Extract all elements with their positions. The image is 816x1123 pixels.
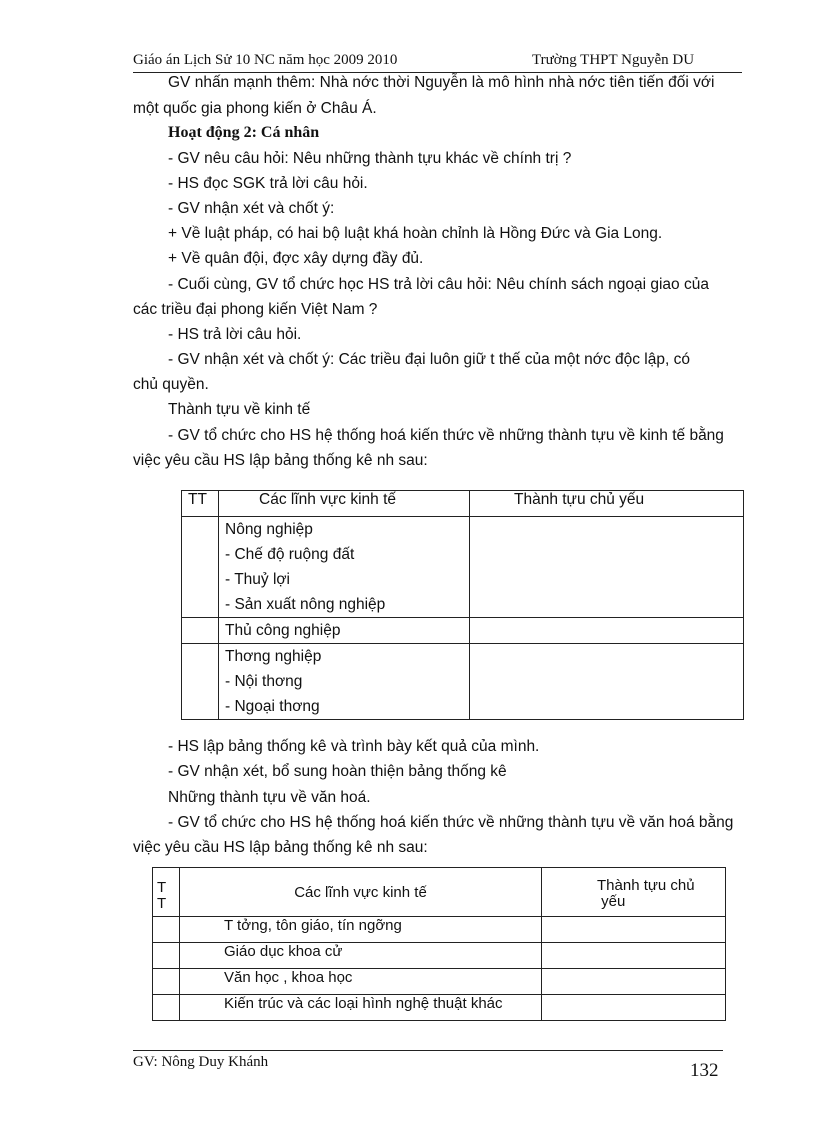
- section-heading: Hoạt động 2: Cá nhân: [168, 124, 320, 141]
- text-line: Những thành tựu về văn hoá.: [168, 789, 371, 806]
- text-line: việc yêu cầu HS lập bảng thống kê nh sau:: [133, 839, 428, 856]
- field-label: Nông nghiệp: [225, 521, 313, 538]
- field-sub-item: - Nội thơng: [225, 673, 303, 690]
- table-cell-field: [219, 644, 470, 720]
- page-number: 132: [690, 1060, 719, 1081]
- text-line: GV nhấn mạnh thêm: Nhà nớc thời Nguyễn là mô hình nhà nớc tiên tiến đối với: [168, 74, 715, 91]
- text-line: - HS trả lời câu hỏi.: [168, 326, 302, 343]
- field-sub-item: - Chế độ ruộng đất: [225, 546, 355, 563]
- table-cell-field: Văn học , khoa học: [180, 969, 542, 995]
- field-sub-item: - Ngoại thơng: [225, 698, 320, 715]
- text-line: - GV tổ chức cho HS hệ thống hoá kiến thức về những thành tựu về văn hoá bằng: [168, 814, 734, 831]
- table-cell-tt: [153, 917, 180, 943]
- text-line: - GV tổ chức cho HS hệ thống hoá kiến thức về những thành tựu về kinh tế bằng: [168, 427, 724, 444]
- table-cell-achievement: [542, 969, 726, 995]
- header-rule: [133, 72, 742, 73]
- table-header-cell: Các lĩnh vực kinh tế: [180, 868, 542, 917]
- table-row: [153, 917, 726, 943]
- table-cell-achievement: [470, 644, 744, 720]
- text-line: - GV nhận xét và chốt ý: Các triều đại luôn giữ t thế của một nớc độc lập, có: [168, 351, 690, 368]
- field-sub-item: - Sản xuất nông nghiệp: [225, 596, 386, 613]
- header-left: Giáo án Lịch Sử 10 NC năm học 2009 2010: [133, 52, 398, 68]
- table-cell-tt: [182, 644, 219, 720]
- table-cell-achievement: [470, 618, 744, 644]
- table-cell-tt: [153, 995, 180, 1021]
- table-cell-tt: [182, 517, 219, 618]
- text-line: - HS đọc SGK trả lời câu hỏi.: [168, 175, 368, 192]
- table-cell-field: [219, 618, 470, 644]
- table-header-cell: Thành tựu chủ yếu: [470, 491, 744, 517]
- text-line: một quốc gia phong kiến ở Châu Á.: [133, 100, 377, 117]
- table-cell-achievement: [542, 995, 726, 1021]
- economy-table: [181, 490, 744, 720]
- table-cell-field: [219, 517, 470, 618]
- table-row: [153, 969, 726, 995]
- table-row: [153, 943, 726, 969]
- table-header-cell: TT: [182, 491, 219, 517]
- footer-rule: [133, 1050, 723, 1051]
- culture-table: [152, 867, 726, 1021]
- text-line: - HS lập bảng thống kê và trình bày kết quả của mình.: [168, 738, 540, 755]
- table-cell-tt: [153, 969, 180, 995]
- table-cell-field: Kiến trúc và các loại hình nghệ thuật khác: [180, 995, 542, 1021]
- text-line: - GV nêu câu hỏi: Nêu những thành tựu khác về chính trị ?: [168, 150, 572, 167]
- table-header-cell: Các lĩnh vực kinh tế: [219, 491, 470, 517]
- table-row: [153, 995, 726, 1021]
- text-line: - GV nhận xét và chốt ý:: [168, 200, 335, 217]
- table-cell-achievement: [470, 517, 744, 618]
- text-line: - GV nhận xét, bổ sung hoàn thiện bảng thống kê: [168, 763, 507, 780]
- table-cell-field: Giáo dục khoa cử: [180, 943, 542, 969]
- text-line: + Về luật pháp, có hai bộ luật khá hoàn chỉnh là Hồng Đức và Gia Long.: [168, 225, 663, 242]
- text-line: Thành tựu về kinh tế: [168, 401, 311, 418]
- field-sub-item: - Thuỷ lợi: [225, 571, 291, 588]
- text-line: - Cuối cùng, GV tổ chức học HS trả lời câu hỏi: Nêu chính sách ngoại giao của: [168, 276, 709, 293]
- table-cell-tt: [182, 618, 219, 644]
- field-label: Thủ công nghiệp: [225, 622, 341, 639]
- text-line: chủ quyền.: [133, 376, 209, 393]
- table-header-cell: T T: [153, 868, 180, 917]
- table-cell-tt: [153, 943, 180, 969]
- field-label: Thơng nghiệp: [225, 648, 322, 665]
- table-row: [182, 517, 744, 618]
- text-line: các triều đại phong kiến Việt Nam ?: [133, 301, 378, 318]
- header-right: Trường THPT Nguyễn DU: [532, 52, 695, 68]
- table-cell-achievement: [542, 943, 726, 969]
- table-row: [182, 644, 744, 720]
- table-row: [182, 618, 744, 644]
- text-line: việc yêu cầu HS lập bảng thống kê nh sau:: [133, 452, 428, 469]
- text-line: + Về quân đội, đợc xây dựng đầy đủ.: [168, 250, 424, 267]
- table-cell-achievement: [542, 917, 726, 943]
- footer-author: GV: Nông Duy Khánh: [133, 1054, 269, 1070]
- table-cell-field: T tởng, tôn giáo, tín ngỡng: [180, 917, 542, 943]
- table-header-cell: Thành tựu chủ yếu: [542, 868, 726, 917]
